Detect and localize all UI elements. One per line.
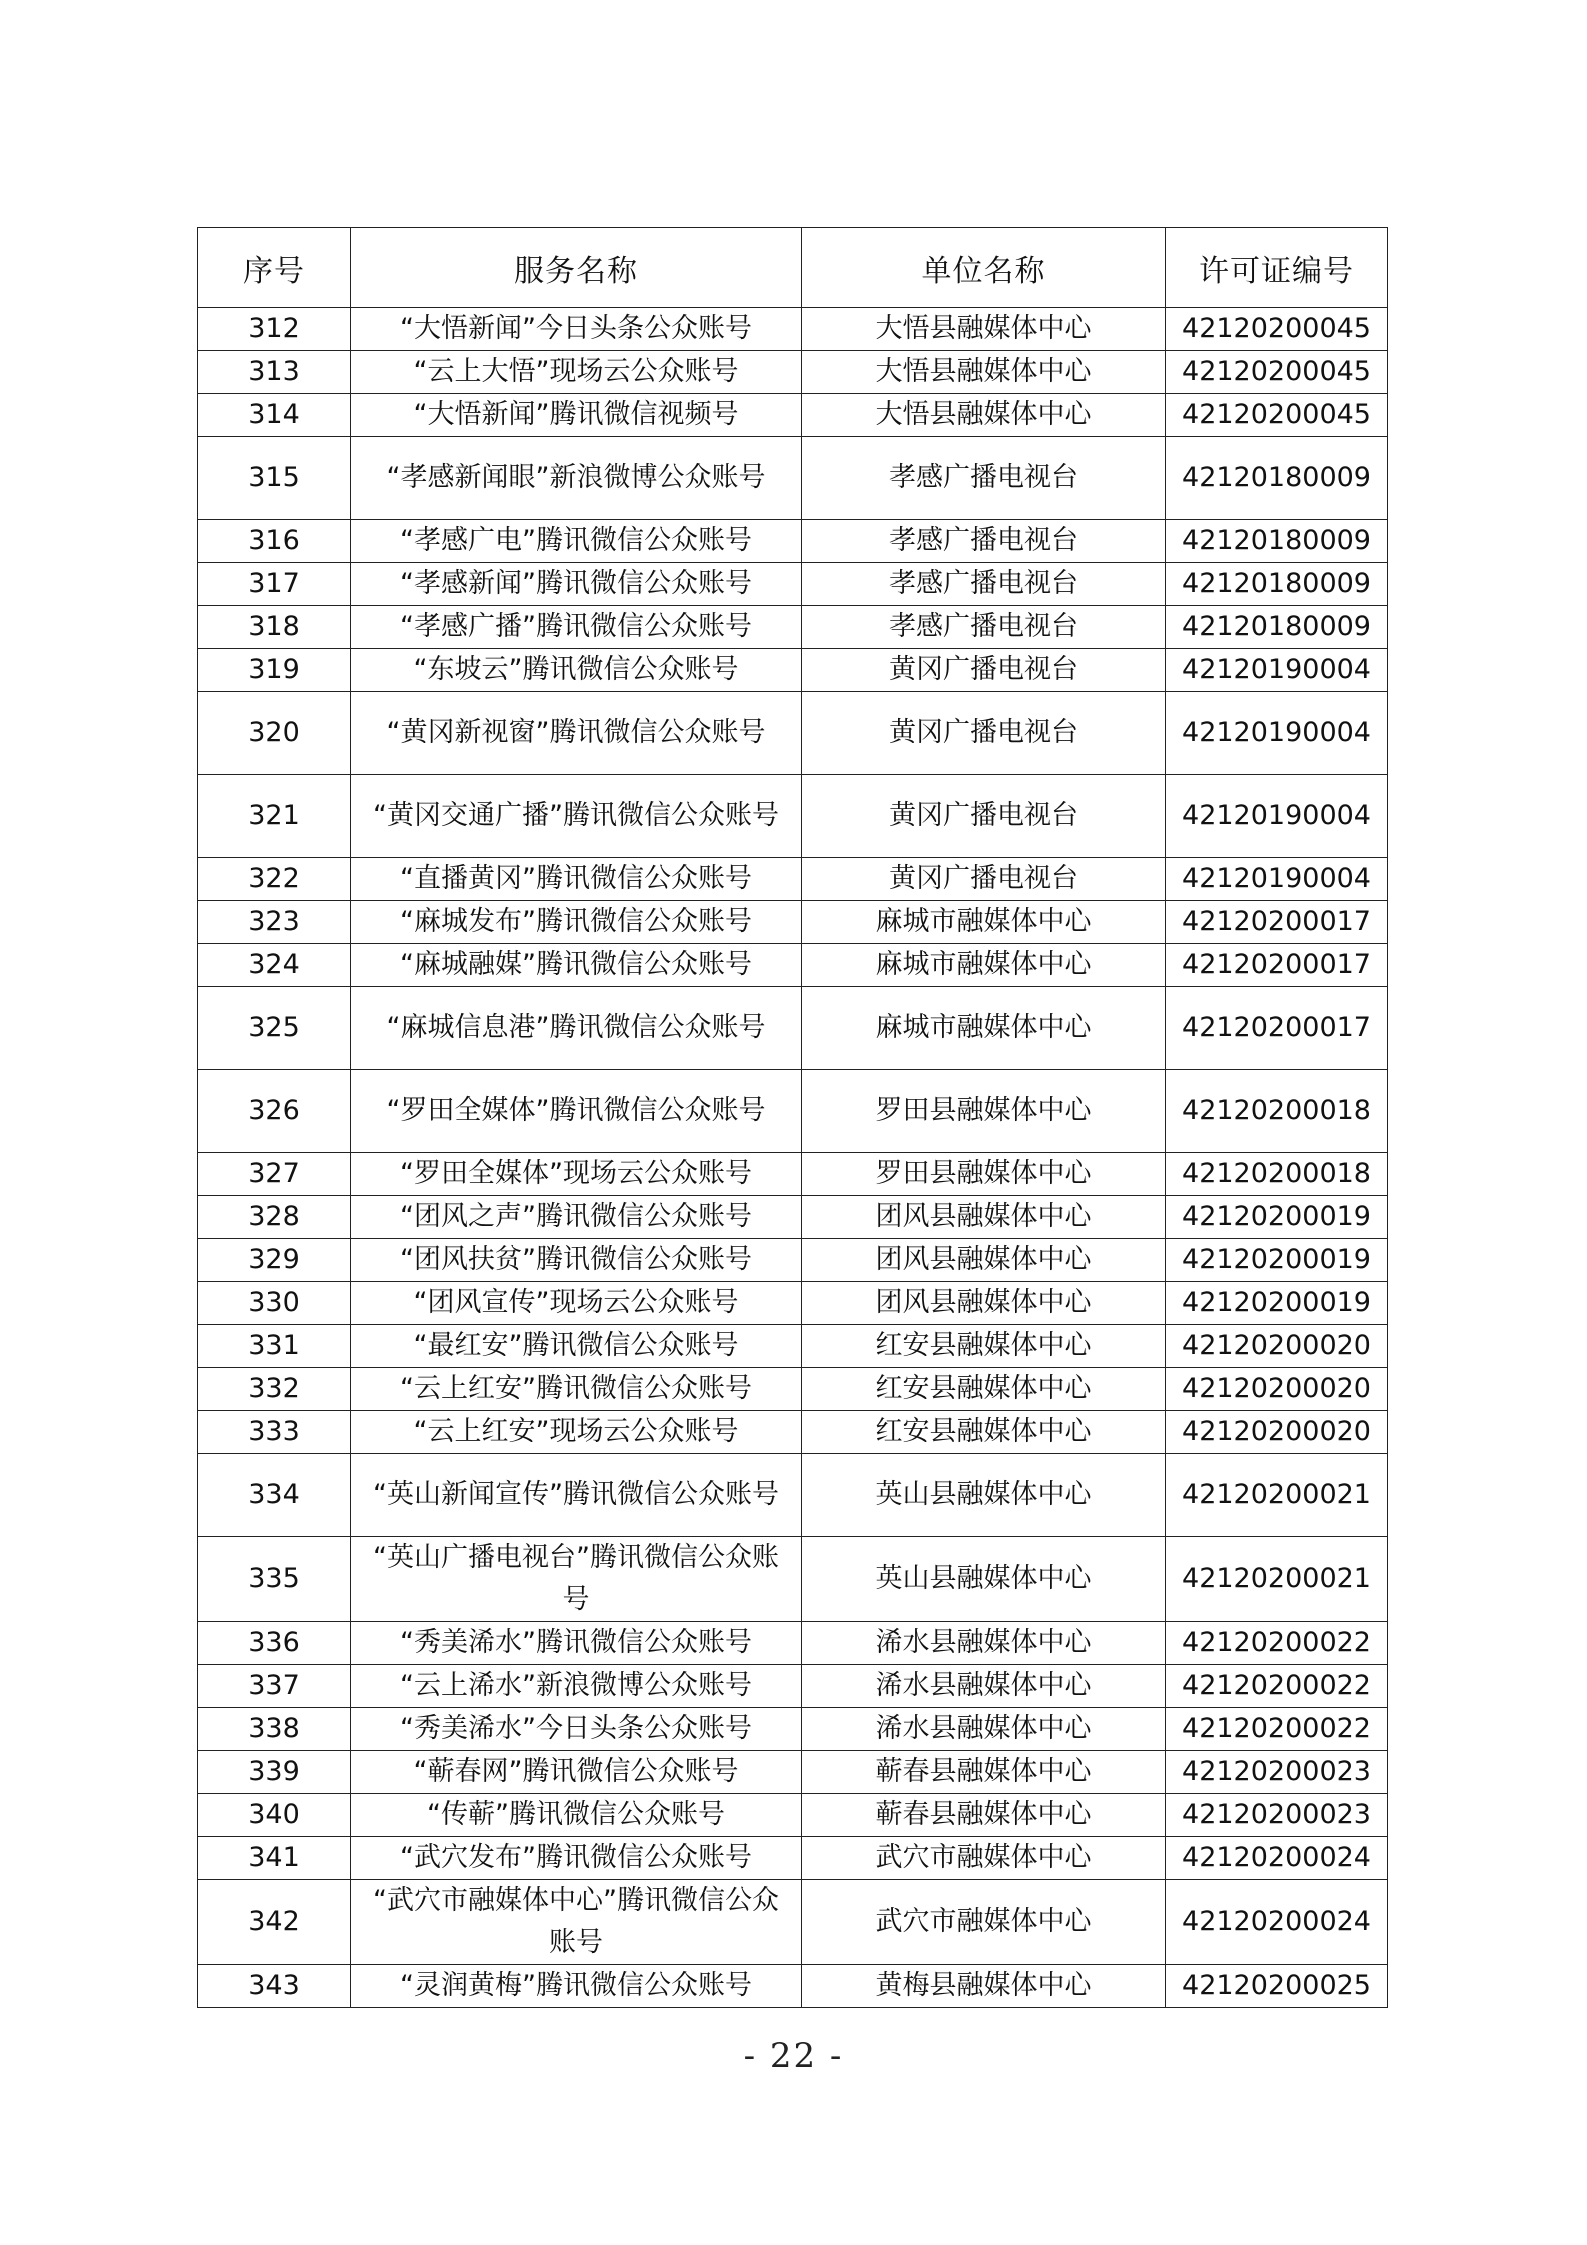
row-service-name-cell: “蕲春网”腾讯微信公众账号 bbox=[351, 1751, 802, 1794]
table-row bbox=[198, 1708, 1388, 1751]
row-license-number-cell: 42120200024 bbox=[1166, 1880, 1388, 1965]
row-index-cell: 342 bbox=[198, 1880, 351, 1965]
table-row bbox=[198, 351, 1388, 394]
row-service-name-cell: “秀美浠水”腾讯微信公众账号 bbox=[351, 1622, 802, 1665]
header-service-name: 服务名称 bbox=[351, 228, 802, 308]
row-service-name-cell: “传蕲”腾讯微信公众账号 bbox=[351, 1794, 802, 1837]
row-service-name-cell: “麻城信息港”腾讯微信公众账号 bbox=[351, 987, 802, 1070]
table-row bbox=[198, 1751, 1388, 1794]
row-service-name-cell: “灵润黄梅”腾讯微信公众账号 bbox=[351, 1965, 802, 2008]
row-service-name-cell: “孝感广播”腾讯微信公众账号 bbox=[351, 606, 802, 649]
row-unit-name-cell: 黄冈广播电视台 bbox=[802, 858, 1166, 901]
table-row bbox=[198, 1454, 1388, 1537]
row-index-cell: 313 bbox=[198, 351, 351, 394]
table-row bbox=[198, 606, 1388, 649]
table-row bbox=[198, 1070, 1388, 1153]
table-row bbox=[198, 1622, 1388, 1665]
table-row bbox=[198, 1153, 1388, 1196]
row-index-cell: 326 bbox=[198, 1070, 351, 1153]
row-unit-name-cell: 红安县融媒体中心 bbox=[802, 1411, 1166, 1454]
row-unit-name-cell: 大悟县融媒体中心 bbox=[802, 394, 1166, 437]
page-number: - 22 - bbox=[743, 2036, 844, 2076]
row-service-name-cell: “大悟新闻”今日头条公众账号 bbox=[351, 308, 802, 351]
row-service-name-cell: “罗田全媒体”现场云公众账号 bbox=[351, 1153, 802, 1196]
row-service-name-cell: “黄冈新视窗”腾讯微信公众账号 bbox=[351, 692, 802, 775]
table-row bbox=[198, 1880, 1388, 1965]
row-license-number-cell: 42120200025 bbox=[1166, 1965, 1388, 2008]
row-unit-name-cell: 红安县融媒体中心 bbox=[802, 1325, 1166, 1368]
row-service-name-cell: “麻城发布”腾讯微信公众账号 bbox=[351, 901, 802, 944]
table-row bbox=[198, 1325, 1388, 1368]
row-unit-name-cell: 孝感广播电视台 bbox=[802, 606, 1166, 649]
row-unit-name-cell: 蕲春县融媒体中心 bbox=[802, 1794, 1166, 1837]
table-row bbox=[198, 987, 1388, 1070]
row-license-number-cell: 42120180009 bbox=[1166, 520, 1388, 563]
row-index-cell: 335 bbox=[198, 1537, 351, 1622]
row-index-cell: 317 bbox=[198, 563, 351, 606]
row-unit-name-cell: 团风县融媒体中心 bbox=[802, 1282, 1166, 1325]
table-row bbox=[198, 308, 1388, 351]
license-table bbox=[197, 227, 1388, 2008]
row-index-cell: 332 bbox=[198, 1368, 351, 1411]
row-service-name-cell: “英山新闻宣传”腾讯微信公众账号 bbox=[351, 1454, 802, 1537]
row-service-name-cell: “云上红安”腾讯微信公众账号 bbox=[351, 1368, 802, 1411]
table-row bbox=[198, 649, 1388, 692]
row-license-number-cell: 42120200018 bbox=[1166, 1070, 1388, 1153]
row-index-cell: 320 bbox=[198, 692, 351, 775]
row-unit-name-cell: 麻城市融媒体中心 bbox=[802, 944, 1166, 987]
row-index-cell: 322 bbox=[198, 858, 351, 901]
table-row bbox=[198, 944, 1388, 987]
row-index-cell: 314 bbox=[198, 394, 351, 437]
row-index-cell: 319 bbox=[198, 649, 351, 692]
header-license-number: 许可证编号 bbox=[1166, 228, 1388, 308]
table-row bbox=[198, 437, 1388, 520]
row-service-name-cell: “英山广播电视台”腾讯微信公众账号 bbox=[351, 1537, 802, 1622]
row-index-cell: 327 bbox=[198, 1153, 351, 1196]
table-header-row bbox=[198, 228, 1388, 308]
row-service-name-cell: “直播黄冈”腾讯微信公众账号 bbox=[351, 858, 802, 901]
row-index-cell: 334 bbox=[198, 1454, 351, 1537]
row-index-cell: 336 bbox=[198, 1622, 351, 1665]
row-service-name-cell: “孝感新闻”腾讯微信公众账号 bbox=[351, 563, 802, 606]
row-license-number-cell: 42120200021 bbox=[1166, 1537, 1388, 1622]
table-row bbox=[198, 1965, 1388, 2008]
row-license-number-cell: 42120200022 bbox=[1166, 1708, 1388, 1751]
row-unit-name-cell: 英山县融媒体中心 bbox=[802, 1537, 1166, 1622]
row-license-number-cell: 42120200018 bbox=[1166, 1153, 1388, 1196]
row-license-number-cell: 42120200045 bbox=[1166, 351, 1388, 394]
row-unit-name-cell: 浠水县融媒体中心 bbox=[802, 1665, 1166, 1708]
row-service-name-cell: “云上浠水”新浪微博公众账号 bbox=[351, 1665, 802, 1708]
row-unit-name-cell: 大悟县融媒体中心 bbox=[802, 351, 1166, 394]
row-unit-name-cell: 黄冈广播电视台 bbox=[802, 692, 1166, 775]
row-index-cell: 312 bbox=[198, 308, 351, 351]
row-unit-name-cell: 武穴市融媒体中心 bbox=[802, 1880, 1166, 1965]
row-index-cell: 321 bbox=[198, 775, 351, 858]
row-unit-name-cell: 团风县融媒体中心 bbox=[802, 1196, 1166, 1239]
row-index-cell: 339 bbox=[198, 1751, 351, 1794]
table-row bbox=[198, 692, 1388, 775]
row-unit-name-cell: 团风县融媒体中心 bbox=[802, 1239, 1166, 1282]
row-index-cell: 340 bbox=[198, 1794, 351, 1837]
row-service-name-cell: “孝感新闻眼”新浪微博公众账号 bbox=[351, 437, 802, 520]
row-license-number-cell: 42120190004 bbox=[1166, 692, 1388, 775]
row-service-name-cell: “秀美浠水”今日头条公众账号 bbox=[351, 1708, 802, 1751]
row-unit-name-cell: 黄冈广播电视台 bbox=[802, 775, 1166, 858]
row-unit-name-cell: 麻城市融媒体中心 bbox=[802, 987, 1166, 1070]
row-unit-name-cell: 红安县融媒体中心 bbox=[802, 1368, 1166, 1411]
row-service-name-cell: “东坡云”腾讯微信公众账号 bbox=[351, 649, 802, 692]
row-index-cell: 318 bbox=[198, 606, 351, 649]
row-license-number-cell: 42120200020 bbox=[1166, 1325, 1388, 1368]
row-license-number-cell: 42120200019 bbox=[1166, 1282, 1388, 1325]
row-index-cell: 324 bbox=[198, 944, 351, 987]
row-license-number-cell: 42120200017 bbox=[1166, 987, 1388, 1070]
row-index-cell: 331 bbox=[198, 1325, 351, 1368]
table-row bbox=[198, 901, 1388, 944]
row-license-number-cell: 42120200045 bbox=[1166, 394, 1388, 437]
row-index-cell: 333 bbox=[198, 1411, 351, 1454]
table-row bbox=[198, 1239, 1388, 1282]
row-license-number-cell: 42120180009 bbox=[1166, 563, 1388, 606]
row-index-cell: 315 bbox=[198, 437, 351, 520]
row-unit-name-cell: 黄冈广播电视台 bbox=[802, 649, 1166, 692]
row-license-number-cell: 42120200024 bbox=[1166, 1837, 1388, 1880]
row-unit-name-cell: 浠水县融媒体中心 bbox=[802, 1708, 1166, 1751]
row-unit-name-cell: 武穴市融媒体中心 bbox=[802, 1837, 1166, 1880]
row-service-name-cell: “武穴发布”腾讯微信公众账号 bbox=[351, 1837, 802, 1880]
row-license-number-cell: 42120200022 bbox=[1166, 1622, 1388, 1665]
row-service-name-cell: “最红安”腾讯微信公众账号 bbox=[351, 1325, 802, 1368]
row-license-number-cell: 42120200020 bbox=[1166, 1411, 1388, 1454]
row-service-name-cell: “团风之声”腾讯微信公众账号 bbox=[351, 1196, 802, 1239]
row-license-number-cell: 42120200020 bbox=[1166, 1368, 1388, 1411]
row-license-number-cell: 42120200019 bbox=[1166, 1239, 1388, 1282]
row-index-cell: 337 bbox=[198, 1665, 351, 1708]
row-license-number-cell: 42120190004 bbox=[1166, 858, 1388, 901]
row-unit-name-cell: 大悟县融媒体中心 bbox=[802, 308, 1166, 351]
table-row bbox=[198, 1368, 1388, 1411]
table-row bbox=[198, 1794, 1388, 1837]
row-license-number-cell: 42120200019 bbox=[1166, 1196, 1388, 1239]
row-service-name-cell: “孝感广电”腾讯微信公众账号 bbox=[351, 520, 802, 563]
row-unit-name-cell: 孝感广播电视台 bbox=[802, 520, 1166, 563]
row-license-number-cell: 42120200023 bbox=[1166, 1794, 1388, 1837]
row-unit-name-cell: 麻城市融媒体中心 bbox=[802, 901, 1166, 944]
row-index-cell: 329 bbox=[198, 1239, 351, 1282]
row-license-number-cell: 42120200017 bbox=[1166, 944, 1388, 987]
row-index-cell: 341 bbox=[198, 1837, 351, 1880]
table-row bbox=[198, 1411, 1388, 1454]
row-unit-name-cell: 黄梅县融媒体中心 bbox=[802, 1965, 1166, 2008]
row-license-number-cell: 42120200021 bbox=[1166, 1454, 1388, 1537]
table-row bbox=[198, 858, 1388, 901]
row-service-name-cell: “云上红安”现场云公众账号 bbox=[351, 1411, 802, 1454]
row-index-cell: 343 bbox=[198, 1965, 351, 2008]
row-service-name-cell: “罗田全媒体”腾讯微信公众账号 bbox=[351, 1070, 802, 1153]
table-row bbox=[198, 520, 1388, 563]
row-index-cell: 328 bbox=[198, 1196, 351, 1239]
row-unit-name-cell: 英山县融媒体中心 bbox=[802, 1454, 1166, 1537]
row-unit-name-cell: 罗田县融媒体中心 bbox=[802, 1153, 1166, 1196]
table-row bbox=[198, 1537, 1388, 1622]
row-license-number-cell: 42120190004 bbox=[1166, 775, 1388, 858]
table-row bbox=[198, 775, 1388, 858]
table-row bbox=[198, 1837, 1388, 1880]
row-unit-name-cell: 浠水县融媒体中心 bbox=[802, 1622, 1166, 1665]
row-license-number-cell: 42120200023 bbox=[1166, 1751, 1388, 1794]
row-service-name-cell: “大悟新闻”腾讯微信视频号 bbox=[351, 394, 802, 437]
row-service-name-cell: “团风扶贫”腾讯微信公众账号 bbox=[351, 1239, 802, 1282]
row-license-number-cell: 42120180009 bbox=[1166, 437, 1388, 520]
row-index-cell: 316 bbox=[198, 520, 351, 563]
row-service-name-cell: “团风宣传”现场云公众账号 bbox=[351, 1282, 802, 1325]
row-index-cell: 338 bbox=[198, 1708, 351, 1751]
header-unit-name: 单位名称 bbox=[802, 228, 1166, 308]
row-license-number-cell: 42120190004 bbox=[1166, 649, 1388, 692]
row-unit-name-cell: 蕲春县融媒体中心 bbox=[802, 1751, 1166, 1794]
row-unit-name-cell: 罗田县融媒体中心 bbox=[802, 1070, 1166, 1153]
row-unit-name-cell: 孝感广播电视台 bbox=[802, 437, 1166, 520]
row-unit-name-cell: 孝感广播电视台 bbox=[802, 563, 1166, 606]
row-license-number-cell: 42120200017 bbox=[1166, 901, 1388, 944]
row-service-name-cell: “麻城融媒”腾讯微信公众账号 bbox=[351, 944, 802, 987]
row-index-cell: 330 bbox=[198, 1282, 351, 1325]
row-license-number-cell: 42120200022 bbox=[1166, 1665, 1388, 1708]
table-row bbox=[198, 1282, 1388, 1325]
row-service-name-cell: “武穴市融媒体中心”腾讯微信公众账号 bbox=[351, 1880, 802, 1965]
row-license-number-cell: 42120180009 bbox=[1166, 606, 1388, 649]
row-license-number-cell: 42120200045 bbox=[1166, 308, 1388, 351]
row-index-cell: 325 bbox=[198, 987, 351, 1070]
table-row bbox=[198, 563, 1388, 606]
row-index-cell: 323 bbox=[198, 901, 351, 944]
table-row bbox=[198, 394, 1388, 437]
table-row bbox=[198, 1196, 1388, 1239]
row-service-name-cell: “云上大悟”现场云公众账号 bbox=[351, 351, 802, 394]
row-service-name-cell: “黄冈交通广播”腾讯微信公众账号 bbox=[351, 775, 802, 858]
header-index: 序号 bbox=[198, 228, 351, 308]
table-row bbox=[198, 1665, 1388, 1708]
